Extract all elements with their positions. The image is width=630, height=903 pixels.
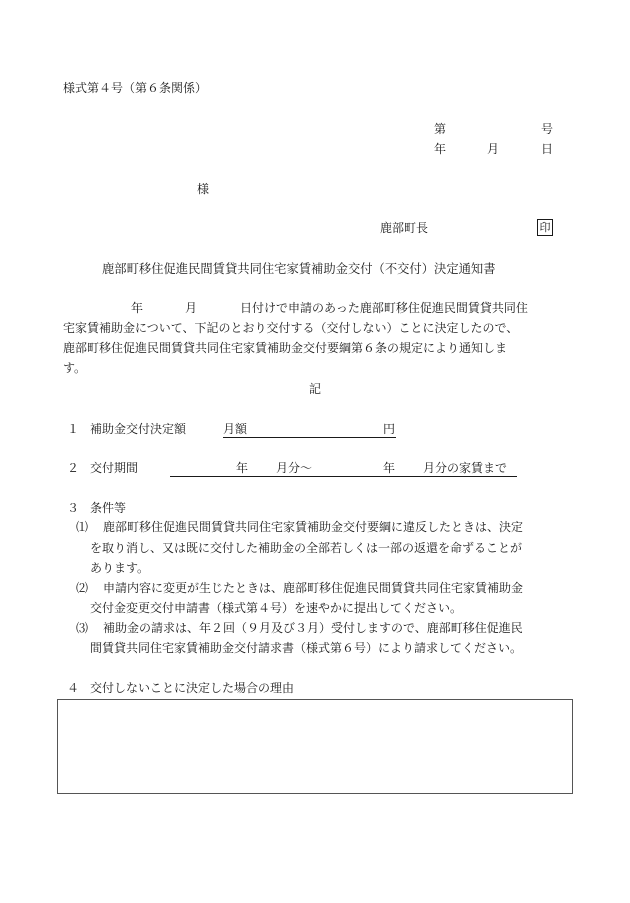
date-month-label: 月 bbox=[487, 142, 500, 156]
reason-box bbox=[57, 699, 573, 794]
period-end-year: 年 bbox=[383, 461, 396, 475]
issuer-title: 鹿部町長 bbox=[380, 221, 429, 235]
body-line-4: す。 bbox=[63, 361, 87, 375]
condition-2-number: ⑵ bbox=[76, 581, 89, 595]
amount-underline bbox=[223, 437, 396, 438]
date-year-label: 年 bbox=[434, 142, 447, 156]
condition-1-line-3: あります。 bbox=[90, 561, 150, 575]
condition-1-line-1: 鹿部町移住促進民間賃貸共同住宅家賃補助金交付要綱に違反したときは、決定 bbox=[103, 520, 524, 534]
condition-3-number: ⑶ bbox=[76, 621, 89, 635]
item-3-number: ３ bbox=[67, 501, 80, 515]
addressee-honorific: 様 bbox=[197, 182, 210, 196]
item-1-number: １ bbox=[67, 422, 80, 436]
body-line-2: 宅家賃補助金について、下記のとおり交付する（交付しない）ことに決定したので、 bbox=[63, 321, 519, 335]
item-1-yen-label: 円 bbox=[383, 422, 396, 436]
item-3-label: 条件等 bbox=[90, 501, 127, 515]
period-start-year: 年 bbox=[236, 461, 249, 475]
period-underline bbox=[170, 476, 517, 477]
body-year-label: 年 bbox=[131, 301, 144, 315]
period-end-month: 月分の家賃まで bbox=[423, 461, 508, 475]
period-start-month: 月分～ bbox=[276, 461, 313, 475]
form-reference: 様式第４号（第６条関係） bbox=[63, 81, 208, 95]
condition-1-number: ⑴ bbox=[76, 520, 89, 534]
item-1-monthly-label: 月額 bbox=[223, 422, 248, 436]
doc-number-suffix: 号 bbox=[541, 122, 554, 136]
condition-1-line-2: を取り消し、又は既に交付した補助金の全部若しくは一部の返還を命ずることが bbox=[90, 541, 523, 555]
seal-mark: 印 bbox=[537, 219, 553, 236]
item-4-label: 交付しないことに決定した場合の理由 bbox=[90, 681, 295, 695]
document-title: 鹿部町移住促進民間賃貸共同住宅家賃補助金交付（不交付）決定通知書 bbox=[102, 262, 496, 276]
item-2-number: ２ bbox=[67, 461, 80, 475]
item-1-label: 補助金交付決定額 bbox=[90, 422, 187, 436]
condition-2-line-2: 交付金変更交付申請書（様式第４号）を速やかに提出してください。 bbox=[90, 601, 463, 615]
doc-number-prefix: 第 bbox=[434, 122, 447, 136]
condition-3-line-1: 補助金の請求は、年２回（９月及び３月）受付しますので、鹿部町移住促進民 bbox=[103, 621, 523, 635]
condition-2-line-1: 申請内容に変更が生じたときは、鹿部町移住促進民間賃貸共同住宅家賃補助金 bbox=[103, 581, 524, 595]
ki-marker: 記 bbox=[309, 382, 322, 396]
item-2-label: 交付期間 bbox=[90, 461, 139, 475]
body-line-3: 鹿部町移住促進民間賃貸共同住宅家賃補助金交付要綱第６条の規定により通知しま bbox=[63, 341, 508, 355]
body-line-1: 日付けで申請のあった鹿部町移住促進民間賃貸共同住 bbox=[240, 301, 528, 315]
item-4-number: ４ bbox=[67, 681, 80, 695]
body-month-label: 月 bbox=[185, 301, 198, 315]
date-day-label: 日 bbox=[541, 142, 554, 156]
condition-3-line-2: 間賃貸共同住宅家賃補助金交付請求書（様式第６号）により請求してください。 bbox=[90, 641, 523, 655]
